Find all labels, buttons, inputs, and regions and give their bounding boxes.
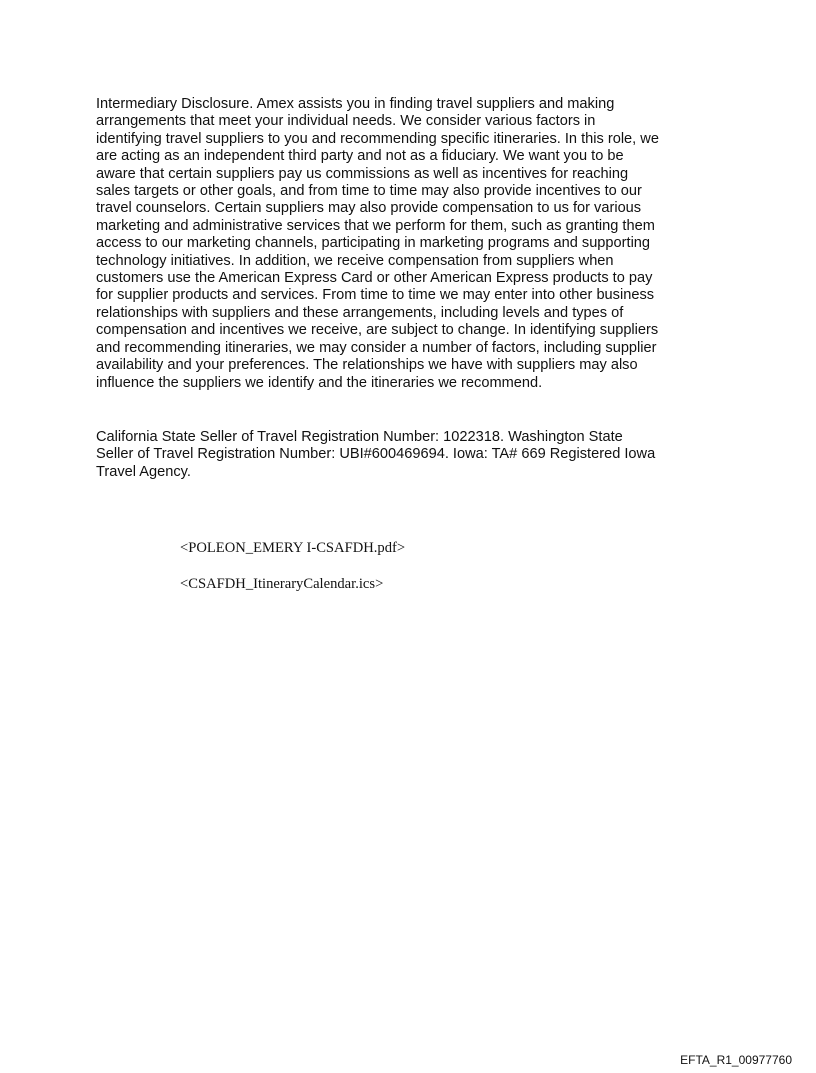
attachment-pdf[interactable]: <POLEON_EMERY I-CSAFDH.pdf> bbox=[180, 540, 406, 556]
intermediary-disclosure-paragraph: Intermediary Disclosure. Amex assists you in finding travel suppliers and making arrangements that meet your individual needs. We consider various factors in identifying travel suppliers to you and recommending specific itineraries. In this role, we are acting as an independent third party and not as a fiduciary. We want you to be aware that certain suppliers pay us commissions as well as incentives for reaching sales targets or other goals, and from time to time may also provide incentives to our travel counselors. Certain suppliers may also provide compensation to us for various marketing and administrative services that we perform for them, such as granting them access to our marketing channels, participating in marketing programs and supporting technology initiatives. In addition, we receive compensation from suppliers when customers use the American Express Card or other American Express products to pay for supplier products and services. From time to time we may enter into other business relationships with suppliers and these arrangements, including levels and types of compensation and incentives we receive, are subject to change. In identifying suppliers and recommending itineraries, we may consider a number of factors, including supplier availability and your preferences. The relationships we have with suppliers may also influence the suppliers we identify and the itineraries we recommend. bbox=[96, 96, 659, 391]
seller-of-travel-registration-paragraph: California State Seller of Travel Registration Number: 1022318. Washington State Seller of Travel Registration Number: UBI#600469694. Iowa: TA# 669 Registered Iowa Travel Agency. bbox=[96, 429, 656, 480]
registration-section bbox=[96, 429, 726, 481]
document-bates-number: EFTA_R1_00977760 bbox=[680, 1053, 792, 1067]
attachment-calendar[interactable]: <CSAFDH_ItineraryCalendar.ics> bbox=[180, 576, 384, 592]
disclosure-section bbox=[96, 96, 726, 392]
